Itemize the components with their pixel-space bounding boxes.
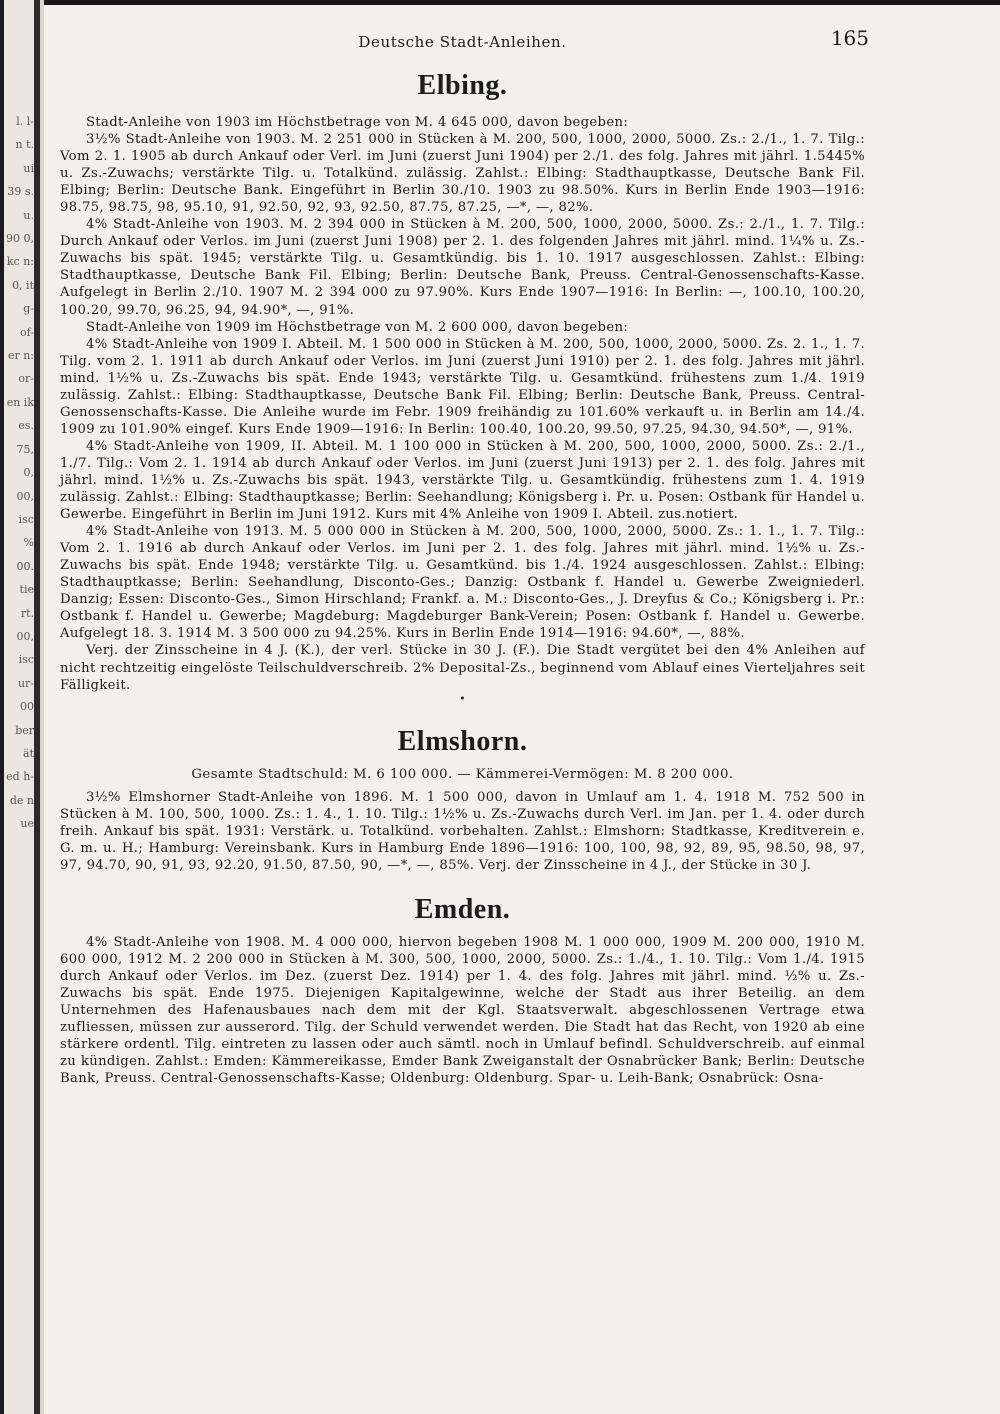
top-edge [44,0,1000,5]
page [60,26,869,1087]
section-heading-elmshorn: Elmshorn. [397,725,528,757]
paragraph: 4% Stadt-Anleihe von 1909 I. Abteil. M. 1 500 000 in Stücken à M. 200, 500, 1000, 2000, 5000. Zs. 2. 1., 1. 7. Tilg. vom 2. 1. 1911 ab durch Ankauf oder Verlos. im Juni (zuerst Juni 1910) per 2. 1. des folg. Jahres mit jährl. mind. 1½% u. Zs.-Zuwachs bis spät. Ende 1943; verstärkte Tilg. u. Gesamtkünd. frühestens zum 1./4. 1919 zulässig. Zahlst.: Elbing: Stadthauptkasse, Deutsche Bank Fil. Elbing; Berlin: Deutsche Bank, Preuss. Central-Genossenschafts-Kasse. Die Anleihe wurde im Febr. 1909 freihändig zu 101.60% verkauft u. in Berlin am 14./4. 1909 zu 101.90% eingef. Kurs Ende 1909—1916: In Berlin: 100.40, 100.20, 99.50, 97.25, 94.30, 94.50*, —, 91%. [60,336,865,437]
page-number: 165 [830,26,869,50]
paragraph: 4% Stadt-Anleihe von 1913. M. 5 000 000 in Stücken à M. 200, 500, 1000, 2000, 5000. Zs.: 1. 1., 1. 7. Tilg.: Vom 2. 1. 1916 ab durch Ankauf oder Verlos. im Juni per 2. 1. des folg. Jahres mit jährl. mind. 1½% u. Zs.-Zuwachs bis spät. Ende 1948; verstärkte Tilg. u. Gesamtkünd. bis 1./4. 1924 ausgeschlossen. Zahlst.: Elbing: Stadthauptkasse; Berlin: Seehandlung, Disconto-Ges.; Danzig: Ostbank f. Handel u. Gewerbe Zweigniederl. Danzig; Essen: Disconto-Ges., Simon Hirschland; Frankf. a. M.: Disconto-Ges., J. Dreyfus & Co.; Königsberg i. Pr.: Ostbank f. Handel u. Gewerbe; Magdeburg: Magdeburger Bank-Verein; Posen: Ostbank f. Handel u. Gewerbe. Aufgelegt 18. 3. 1914 M. 3 500 000 zu 94.25%. Kurs in Berlin Ende 1914—1916: 94.60*, —, 88%. [60,524,865,642]
section-heading-elbing: Elbing. [417,70,508,101]
running-title: Deutsche Stadt-Anleihen. [358,33,567,51]
running-head [60,26,869,58]
paragraph: 3½% Stadt-Anleihe von 1903. M. 2 251 000 in Stücken à M. 200, 500, 1000, 2000, 5000. Zs.: 2./1., 1. 7. Tilg.: Vom 2. 1. 1905 ab durch Ankauf oder Verl. im Juni (zuerst Juni 1904) per 2./1. des folg. Jahres mit jährl. 1.5445% u. Zs.-Zuwachs; verstärkte Tilg. u. Totalkünd. zulässig. Zahlst.: Elbing: Stadthauptkasse, Deutsche Bank Fil. Elbing; Berlin: Deutsche Bank. Eingeführt in Berlin 30./10. 1903 zu 98.50%. Kurs in Berlin Ende 1903—1916: 98.75, 98.75, 98, 95.10, 91, 92.50, 92, 93, 92.50, 87.75, 87.25, —*, —, 82%. [60,132,865,216]
paragraph: Verj. der Zinsscheine in 4 J. (K.), der verl. Stücke in 30 J. (F.). Die Stadt vergütet bei den 4% Anleihen auf nicht rechtzeitig eingelöste Teilschuldverschreib. 2% Deposital-Zs., beginnend vom Ablauf eines Vierteljahres seit Fälligkeit. [60,643,865,693]
paragraph: Stadt-Anleihe von 1909 im Höchstbetrage von M. 2 600 000, davon begeben: [86,319,629,335]
section-heading-emden: Emden. [414,893,511,925]
spine-fragments: l. l- n t. ui 39 s. u. 90 0, kc n: 0, it g- of- er n: or- en ik es. 75, 0, 00, isc % 00. tie rt. 00, isc ur- 00 ber ät ed h- de n ue [6,115,34,831]
paragraph: 4% Stadt-Anleihe von 1909, II. Abteil. M. 1 100 000 in Stücken à M. 200, 500, 1000, 2000, 5000. Zs.: 2./1., 1./7. Tilg.: Vom 2. 1. 1914 ab durch Ankauf oder Verlos. im Juni (zuerst Juni 1913) per 2. 1. des folg. Jahres mit jährl. mind. 1½% u. Zs.-Zuwachs bis spät. 1943, verstärkte Tilg. u. Gesamtkündig. frühestens zum 1. 4. 1919 zulässig. Zahlst.: Elbing: Stadthauptkasse; Berlin: Seehandlung; Königsberg i. Pr. u. Posen: Ostbank für Handel u. Gewerbe. Eingeführt in Berlin im Juni 1912. Kurs mit 4% Anleihe von 1909 I. Abteil. zus.notiert. [60,438,865,523]
paragraph: 4% Stadt-Anleihe von 1903. M. 2 394 000 in Stücken à M. 200, 500, 1000, 2000, 5000. Zs.: 2./1., 1. 7. Tilg.: Durch Ankauf oder Verlos. im Juni (zuerst Juni 1908) per 2. 1. des folgenden Jahres mit jährl. mind. 1¼% u. Zs.-Zuwachs bis spät. 1945; verstärkte Tilg. u. Gesamtkündig. bis 1. 10. 1917 ausgeschlossen. Zahlst.: Elbing: Stadthauptkasse, Deutsche Bank Fil. Elbing; Berlin: Deutsche Bank, Preuss. Central-Genossenschafts-Kasse. Aufgelegt in Berlin 2./10. 1907 M. 2 394 000 zu 97.90%. Kurs Ende 1907—1916: In Berlin: —, 100.10, 100.20, 100.20, 99.70, 96.25, 94, 94.90*, —, 91%. [60,217,865,318]
section-divider: • [459,693,466,705]
paragraph: 4% Stadt-Anleihe von 1908. M. 4 000 000, hiervon begeben 1908 M. 1 000 000, 1909 M. 200 000, 1910 M. 600 000, 1912 M. 2 200 000 in Stücken à M. 300, 500, 1000, 2000, 5000. Zs.: 1./4., 1. 10. Tilg.: Vom 1./4. 1915 durch Ankauf oder Verlos. im Dez. (zuerst Dez. 1914) per 1. 4. des folg. Jahres mit jährl. mind. ½% u. Zs.-Zuwachs bis spät. Ende 1975. Diejenigen Kapitalgewinne, welche der Stadt aus ihrer Beteilig. an dem Unternehmen des Hafenausbaues nach dem mit der Kgl. Staatsverwalt. abgeschlossenen Vertrage etwa zufliessen, müssen zur ausserord. Tilg. der Schuld verwendet werden. Die Stadt hat das Recht, von 1920 ab eine stärkere ordentl. Tilg. eintreten zu lassen oder auch sämtl. noch in Umlauf befindl. Schuldverschreib. auf einmal zu kündigen. Zahlst.: Emden: Kämmereikasse, Emder Bank Zweiganstalt der Osnabrücker Bank; Berlin: Deutsche Bank, Preuss. Central-Genossenschafts-Kasse; Oldenburg: Oldenburg. Spar- u. Leih-Bank; Osnabrück: Osna- [60,934,865,1087]
paragraph: 3½% Elmshorner Stadt-Anleihe von 1896. M. 1 500 000, davon in Umlauf am 1. 4. 1918 M. 752 500 in Stücken à M. 100, 500, 1000. Zs.: 1. 4., 1. 10. Tilg.: 1½% u. Zs.-Zuwachs durch Verl. im Jan. per 1. 4. oder durch freih. Ankauf bis spät. 1931: Verstärk. u. Totalkünd. vorbehalten. Zahlst.: Elmshorn: Stadtkasse, Kreditverein e. G. m. u. H.; Hamburg: Vereinsbank. Kurs in Hamburg Ende 1896—1916: 100, 100, 98, 92, 89, 95, 98.50, 98, 97, 97, 94.70, 90, 91, 93, 92.20, 91.50, 87.50, 90, —*, —, 85%. Verj. der Zinsscheine in 4 J., der Stücke in 30 J. [60,789,865,873]
paragraph: Stadt-Anleihe von 1903 im Höchstbetrage von M. 4 645 000, davon begeben: [86,115,629,130]
section-subheading: Gesamte Stadtschuld: M. 6 100 000. — Kämmerei-Vermögen: M. 8 200 000. [191,766,734,782]
